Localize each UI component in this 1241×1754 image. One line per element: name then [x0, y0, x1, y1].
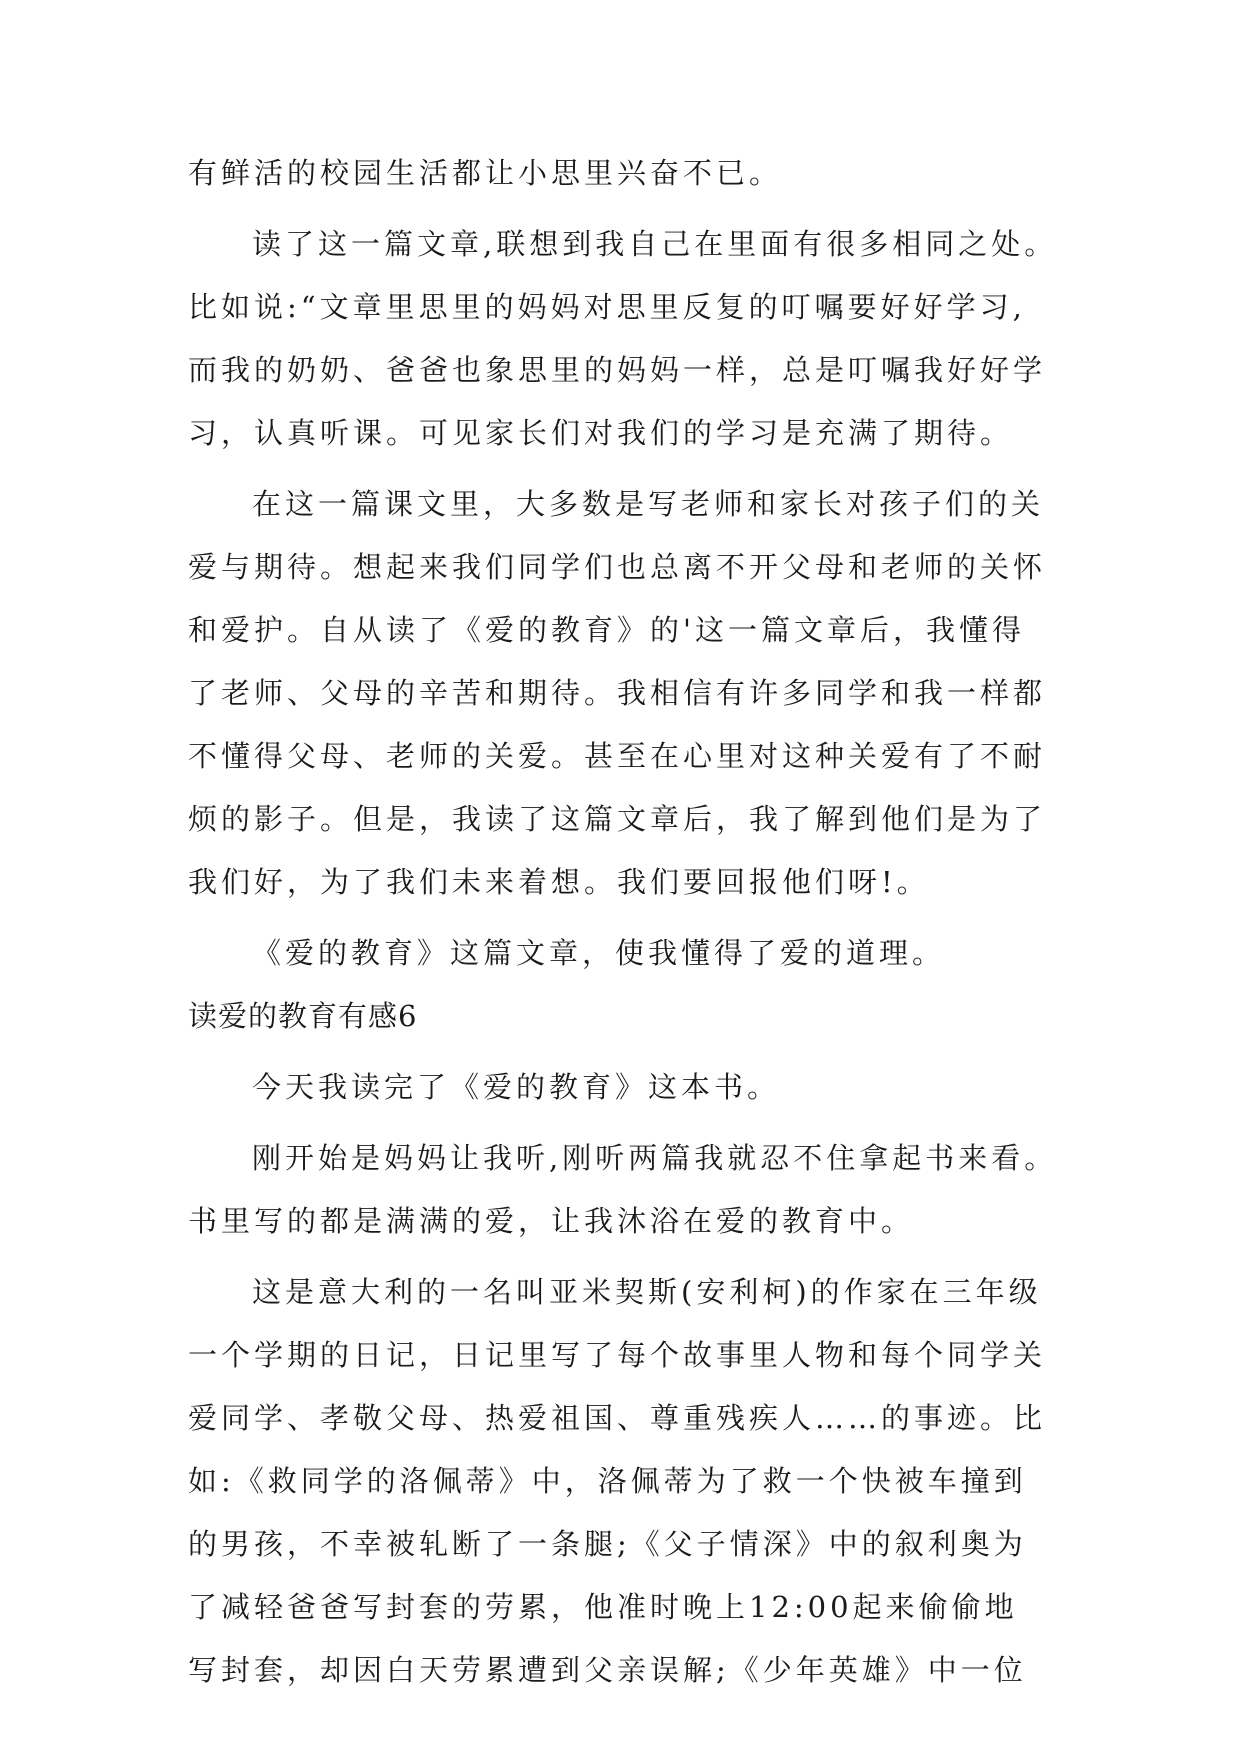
paragraph-line: 一个学期的日记，日记里写了每个故事里人物和每个同学关: [188, 1338, 1047, 1372]
paragraph-line: 这是意大利的一名叫亚米契斯(安利柯)的作家在三年级: [252, 1275, 1042, 1309]
paragraph-line: 在这一篇课文里，大多数是写老师和家长对孩子们的关: [252, 487, 1045, 521]
paragraph-line: 刚开始是妈妈让我听,刚听两篇我就忍不住拿起书来看。: [252, 1141, 1058, 1175]
paragraph-line: 书里写的都是满满的爱，让我沐浴在爱的教育中。: [188, 1204, 915, 1238]
paragraph-line: 习，认真听课。可见家长们对我们的学习是充满了期待。: [188, 416, 1014, 450]
paragraph-line: 写封套，却因白天劳累遭到父亲误解;《少年英雄》中一位: [188, 1653, 1027, 1687]
paragraph-line: 我们好，为了我们未来着想。我们要回报他们呀!。: [188, 865, 930, 899]
paragraph-line: 了减轻爸爸写封套的劳累，他准时晚上12:00起来偷偷地: [188, 1590, 1018, 1624]
paragraph-line: 不懂得父母、老师的关爱。甚至在心里对这种关爱有了不耐: [188, 739, 1047, 773]
paragraph-line: 烦的影子。但是，我读了这篇文章后，我了解到他们是为了: [188, 802, 1047, 836]
paragraph-line: 比如说:“文章里思里的妈妈对思里反复的叮嘱要好好学习,: [188, 290, 1026, 324]
paragraph-line: 和爱护。自从读了《爱的教育》的'这一篇文章后，我懂得: [188, 613, 1025, 647]
paragraph-line: 的男孩，不幸被轧断了一条腿;《父子情深》中的叙利奥为: [188, 1527, 1027, 1561]
paragraph-line: 有鲜活的校园生活都让小思里兴奋不已。: [188, 156, 783, 190]
paragraph-line: 读了这一篇文章,联想到我自己在里面有很多相同之处。: [252, 227, 1058, 261]
paragraph-line: 了老师、父母的辛苦和期待。我相信有许多同学和我一样都: [188, 676, 1047, 710]
paragraph-line: 爱与期待。想起来我们同学们也总离不开父母和老师的关怀: [188, 550, 1047, 584]
section-heading: 读爱的教育有感6: [188, 999, 418, 1033]
paragraph-line: 爱同学、孝敬父母、热爱祖国、尊重残疾人……的事迹。比: [188, 1401, 1047, 1435]
paragraph-line: 今天我读完了《爱的教育》这本书。: [252, 1070, 781, 1104]
paragraph-line: 如:《救同学的洛佩蒂》中，洛佩蒂为了救一个快被车撞到: [188, 1464, 1027, 1498]
paragraph-line: 而我的奶奶、爸爸也象思里的妈妈一样，总是叮嘱我好好学: [188, 353, 1047, 387]
paragraph-line: 《爱的教育》这篇文章，使我懂得了爱的道理。: [252, 936, 946, 970]
